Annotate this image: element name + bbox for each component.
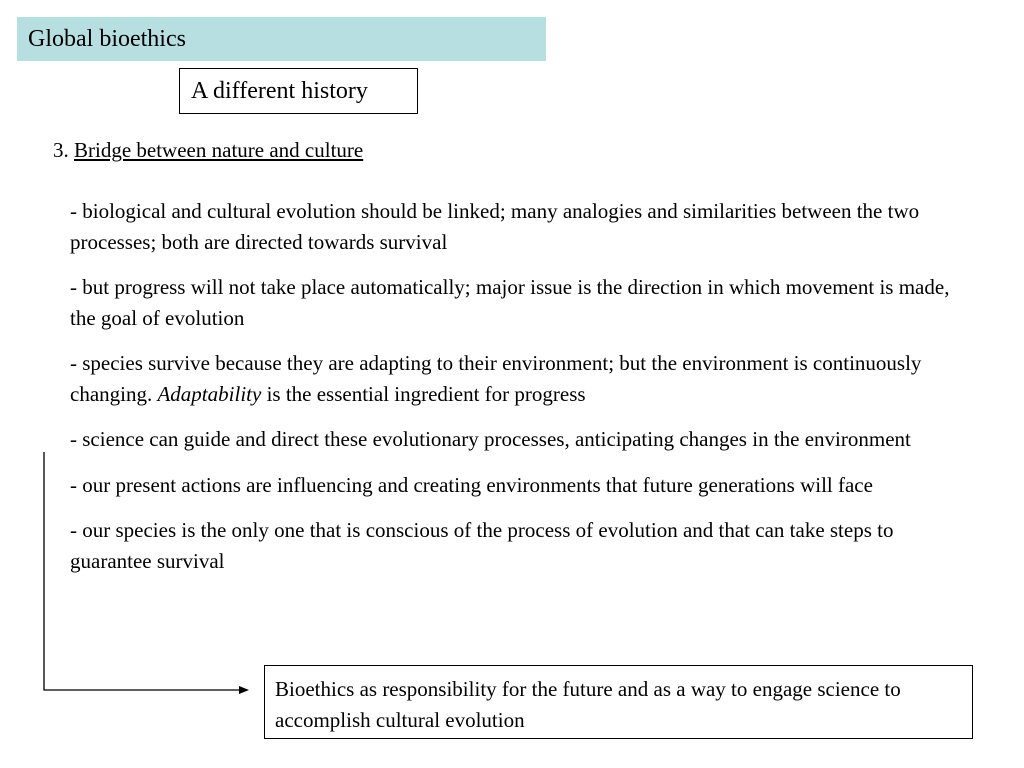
bullet-item: - science can guide and direct these evolutionary processes, anticipating changes in the environment — [70, 427, 911, 451]
conclusion-box — [264, 665, 973, 739]
section-heading-text: Bridge between nature and culture — [74, 138, 364, 162]
arrow-head-icon — [239, 686, 249, 694]
bullet-text-pre: - species survive because they are adapting to their environment; but the environment is continuously changing. — [70, 351, 922, 406]
conclusion-text: Bioethics as responsibility for the future and as a way to engage science to accomplish cultural evolution — [275, 677, 901, 732]
bullet-item: - our present actions are influencing and creating environments that future generations will face — [70, 472, 873, 497]
slide-title: Global bioethics — [28, 26, 186, 52]
bullet-emphasis: Adaptability — [157, 381, 262, 406]
section-number: 3. — [53, 138, 69, 162]
subtitle: A different history — [191, 78, 368, 104]
bullet-item: - our species is the only one that is conscious of the process of evolution and that can take steps to guarantee survival — [70, 518, 894, 573]
connector-line — [44, 452, 240, 690]
bullet-text-post: is the essential ingredient for progress — [261, 381, 586, 406]
bullet-item: - biological and cultural evolution should be linked; many analogies and similarities between the two processes; both are directed towards survival — [70, 199, 920, 254]
bullet-item: - but progress will not take place automatically; major issue is the direction in which movement is made, the goal of evolution — [70, 275, 950, 330]
